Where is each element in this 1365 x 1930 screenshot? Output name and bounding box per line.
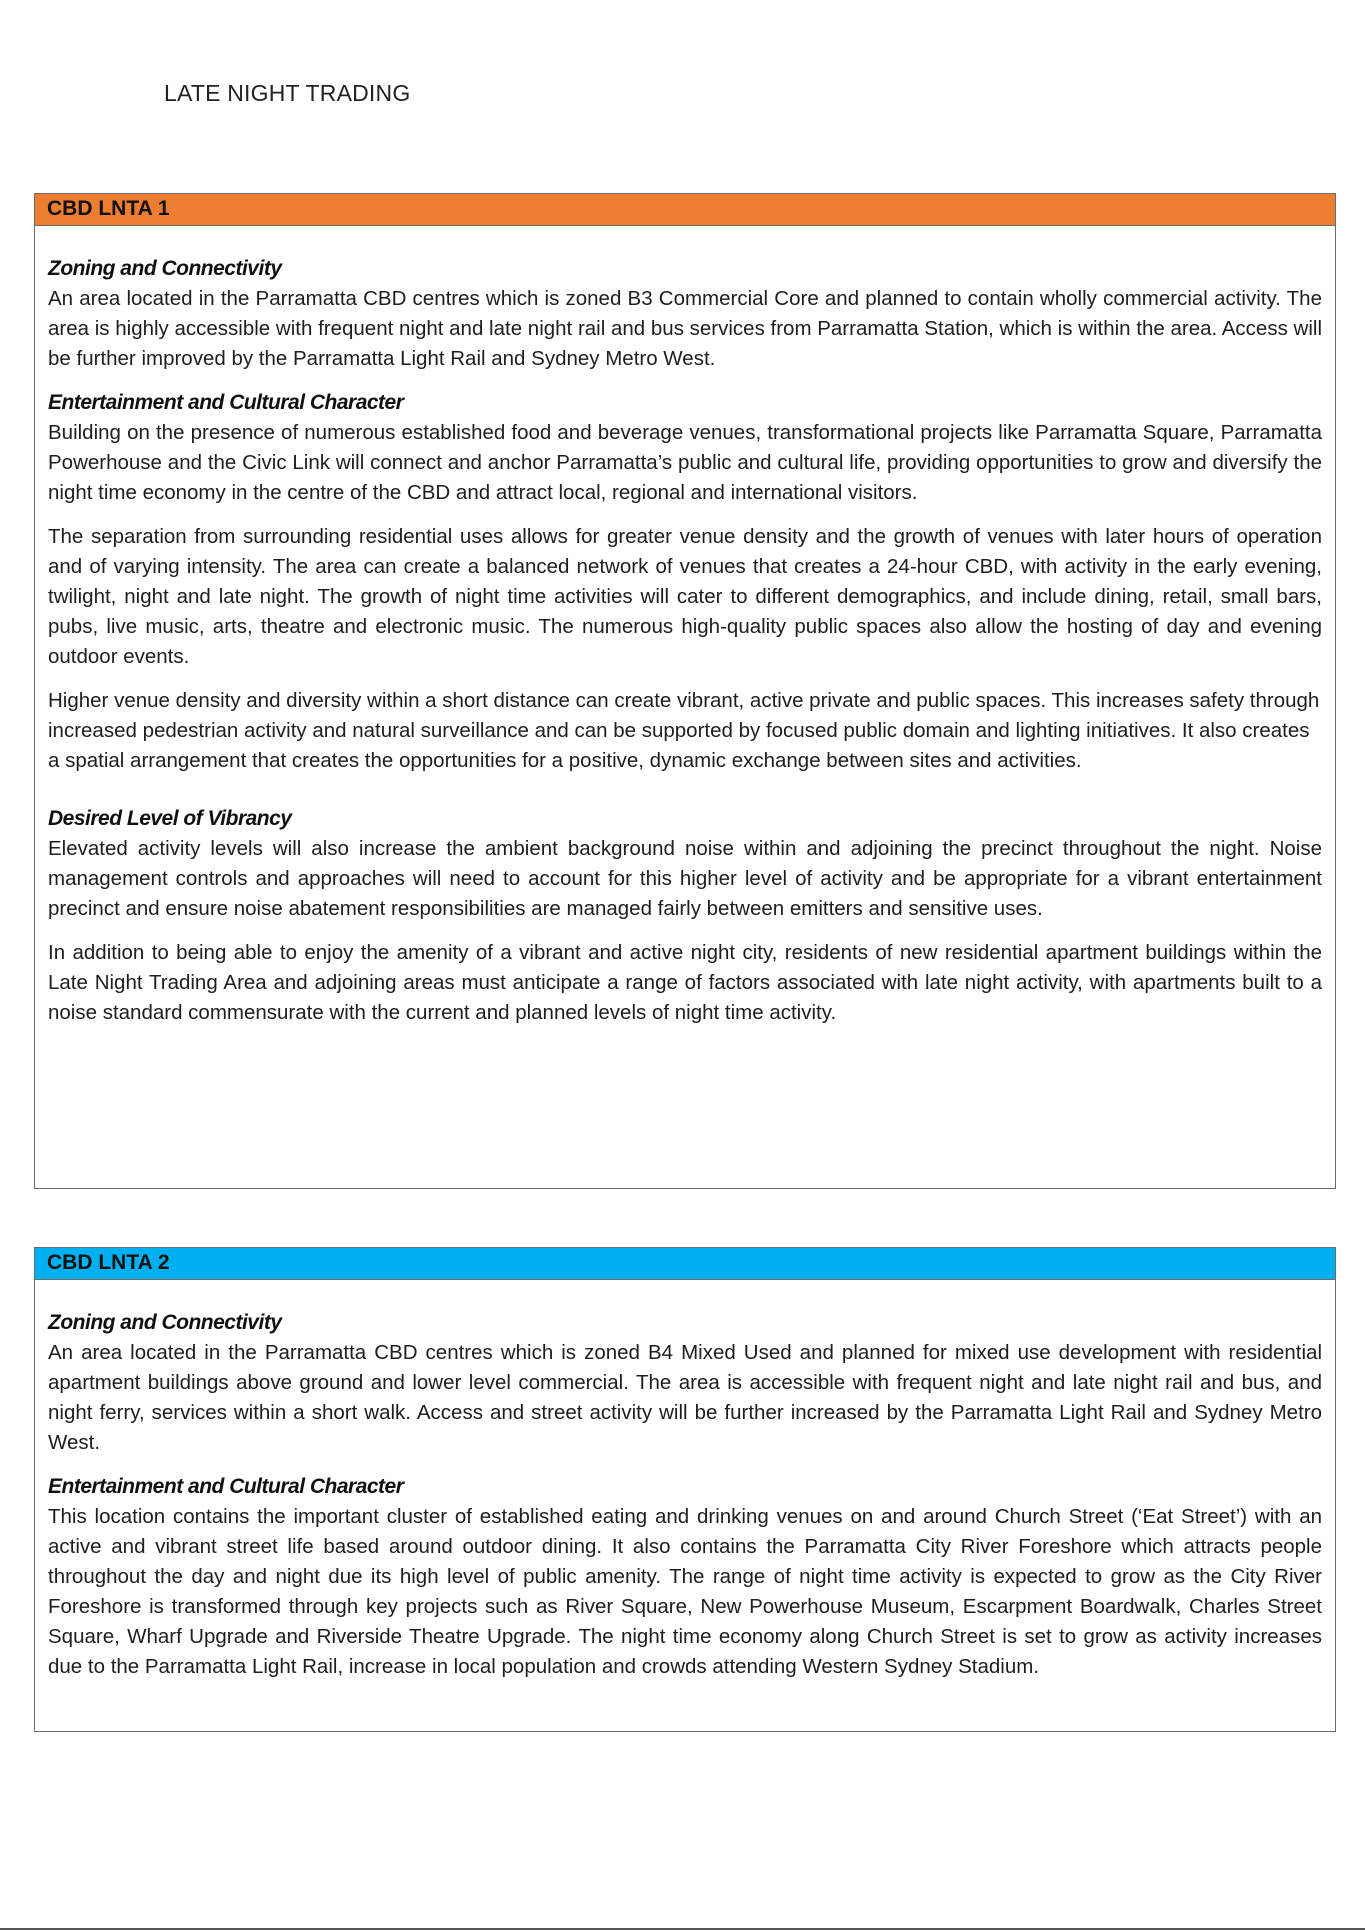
entertainment-heading: Entertainment and Cultural Character bbox=[48, 1475, 404, 1498]
entertainment-paragraph: Building on the presence of numerous established food and beverage venues, transformational projects like Parramatta Square, Parramatta Powerhouse and the Civic Link will connect and anchor Parramatta’s public and cultural life, providing opportunities to grow and diversify the night time economy in the centre of the CBD and attract local, regional and international visitors. bbox=[48, 421, 1322, 504]
section-body bbox=[35, 1280, 1335, 1682]
zoning-heading: Zoning and Connectivity bbox=[48, 1311, 282, 1334]
zoning-paragraph: An area located in the Parramatta CBD centres which is zoned B3 Commercial Core and planned to contain wholly commercial activity. The area is highly accessible with frequent night and late night rail and bus services from Parramatta Station, which is within the area. Access will be further improved by the Parramatta Light Rail and Sydney Metro West. bbox=[48, 287, 1322, 370]
vibrancy-paragraph: Elevated activity levels will also increase the ambient background noise within and adjoining the precinct throughout the night. Noise management controls and approaches will need to account for this higher level of activity and be appropriate for a vibrant entertainment precinct and ensure noise abatement responsibilities are managed fairly between emitters and sensitive uses. bbox=[48, 837, 1322, 920]
zoning-heading: Zoning and Connectivity bbox=[48, 257, 282, 280]
section-title-bar: CBD LNTA 2 bbox=[35, 1248, 1335, 1280]
section-cbd-lnta-2 bbox=[34, 1247, 1336, 1732]
page-header-title: LATE NIGHT TRADING bbox=[164, 80, 411, 106]
section-title-bar: CBD LNTA 1 bbox=[35, 194, 1335, 226]
zoning-paragraph: An area located in the Parramatta CBD centres which is zoned B4 Mixed Used and planned for mixed use development with residential apartment buildings above ground and lower level commercial. The area is accessible with frequent night and late night rail and bus, and night ferry, services within a short walk. Access and street activity will be further increased by the Parramatta Light Rail and Sydney Metro West. bbox=[48, 1341, 1322, 1454]
entertainment-paragraph: The separation from surrounding residential uses allows for greater venue density and the growth of venues with later hours of operation and of varying intensity. The area can create a balanced network of venues that creates a 24-hour CBD, with activity in the early evening, twilight, night and late night. The growth of night time activities will cater to different demographics, and include dining, retail, small bars, pubs, live music, arts, theatre and electronic music. The numerous high-quality public spaces also allow the hosting of day and evening outdoor events. bbox=[48, 525, 1322, 668]
vibrancy-heading: Desired Level of Vibrancy bbox=[48, 807, 292, 830]
entertainment-paragraph: Higher venue density and diversity within a short distance can create vibrant, active private and public spaces. This increases safety through increased pedestrian activity and natural surveillance and can be supported by focused public domain and lighting initiatives. It also creates a spatial arrangement that creates the opportunities for a positive, dynamic exchange between sites and activities. bbox=[48, 689, 1320, 772]
vibrancy-paragraph: In addition to being able to enjoy the amenity of a vibrant and active night city, residents of new residential apartment buildings within the Late Night Trading Area and adjoining areas must anticipate a range of factors associated with late night activity, with apartments built to a noise standard commensurate with the current and planned levels of night time activity. bbox=[48, 941, 1322, 1024]
entertainment-heading: Entertainment and Cultural Character bbox=[48, 391, 404, 414]
section-cbd-lnta-1 bbox=[34, 193, 1336, 1189]
entertainment-paragraph: This location contains the important cluster of established eating and drinking venues on and around Church Street (‘Eat Street’) with an active and vibrant street life based around outdoor dining. It also contains the Parramatta City River Foreshore which attracts people throughout the day and night due its high level of public amenity. The range of night time activity is expected to grow as the City River Foreshore is transformed through key projects such as River Square, New Powerhouse Museum, Escarpment Boardwalk, Charles Street Square, Wharf Upgrade and Riverside Theatre Upgrade. The night time economy along Church Street is set to grow as activity increases due to the Parramatta Light Rail, increase in local population and crowds attending Western Sydney Stadium. bbox=[48, 1505, 1322, 1678]
section-body bbox=[35, 226, 1335, 1028]
